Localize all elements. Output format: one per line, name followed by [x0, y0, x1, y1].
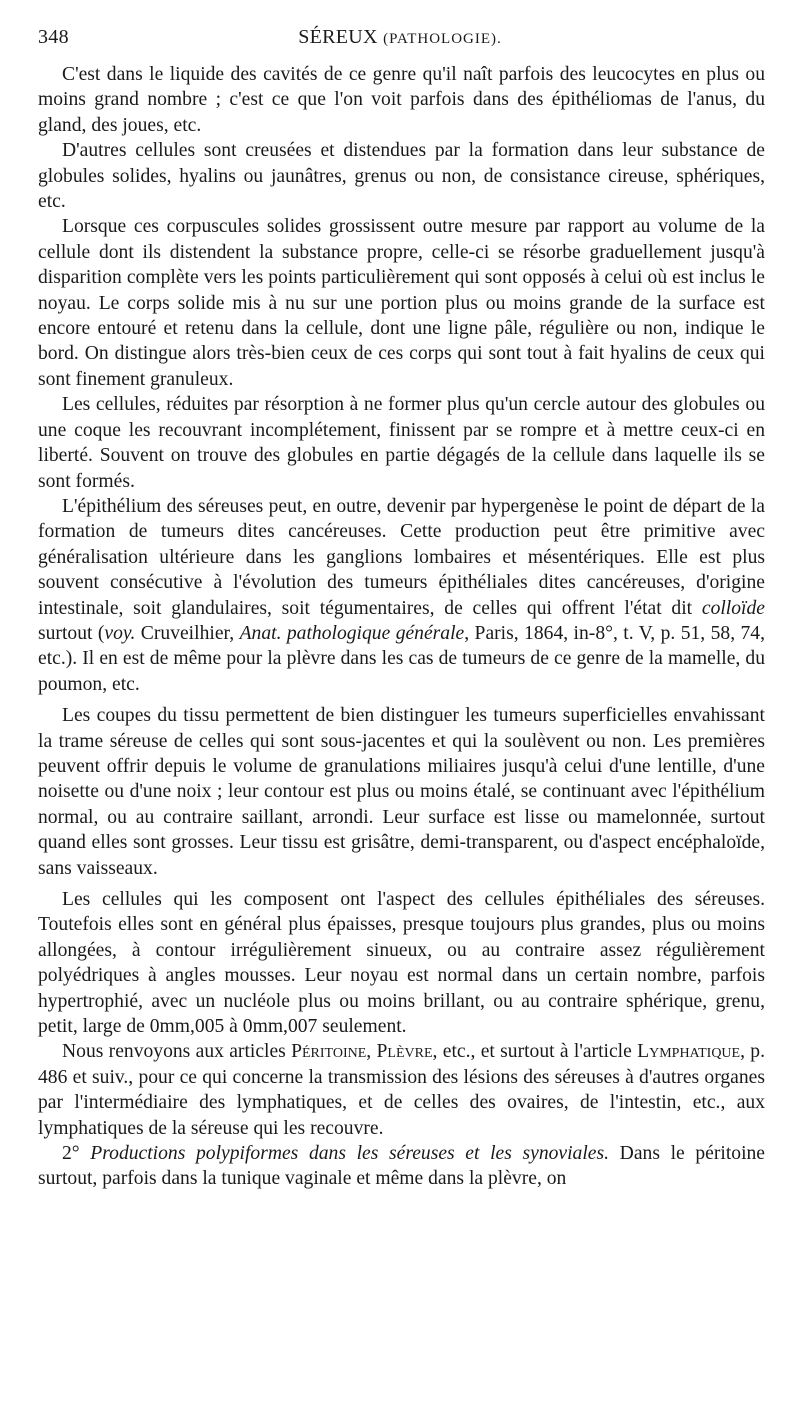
paragraph-globules: D'autres cellules sont creusées et distendues par la formation dans leur substance de globules solides, hyalins ou jaunâtres, grenus ou non, de consistance cireuse, sphériques, etc. — [38, 140, 765, 213]
paragraph-cellules-reduites: Les cellules, réduites par résorption à ne former plus qu'un cercle autour des globules ou une coque les recouvrant incomplétement, finissent par se rompre et à mettre ceux-ci en liberté. Souvent on trouve des globules en partie dégagés de la cellule dans laquelle ils se sont formés. — [38, 394, 765, 492]
running-head — [38, 26, 762, 56]
citation-title: Anat. pathologique générale — [239, 622, 465, 644]
section-heading: Productions polypiformes dans les séreuses et les synoviales. — [90, 1143, 610, 1165]
cross-reference: Lymphatique — [637, 1041, 741, 1063]
paragraph-productions-polypiformes: 2° Productions polypiformes dans les séreuses et les synoviales. Dans le péritoine surtout, parfois dans la tunique vaginale et même dans la plèvre, on — [38, 1143, 766, 1190]
running-title-subtitle: (PATHOLOGIE). — [383, 31, 502, 47]
paragraph-epithelium-tumeurs: L'épithélium des séreuses peut, en outre, devenir par hypergenèse le point de départ de la formation de tumeurs dites cancéreuses. Cette production peut être primitive avec généralisation ultérieure dans les ganglions lombaires et mésentériques. Elle est plus souvent consécutive à l'évolution des tumeurs épithéliales dites cancéreuses, d'origine intestinale, soit glandulaires, soit tégumentaires, de celles qui offrent l'état dit colloïde surtout (voy. Cruveilhier, Anat. pathologique générale, Paris, 1864, in-8°, t. V, p. 51, 58, 74, etc.). Il en est de même pour la plèvre dans les cas de tumeurs de ce genre de la mamelle, du poumon, etc. — [38, 495, 765, 695]
body-text — [38, 62, 765, 1192]
paragraph-coupes: Les coupes du tissu permettent de bien distinguer les tumeurs superficielles envahissant la trame séreuse de celles qui sont sous-jacentes et qui la soulèvent ou non. Les premières peuvent offrir depuis le volume de granulations miliaires jusqu'à celui d'une lentille, d'une noisette ou d'une noix ; leur contour est plus ou moins étalé, se continuant avec l'épithélium normal, ou au contraire saillant, arrondi. Leur surface est lisse ou mamelonnée, surtout quand elles sont grosses. Leur tissu est grisâtre, demi-transparent, ou d'aspect encéphaloïde, sans vaisseaux. — [38, 705, 765, 879]
paragraph-cellules-composent: Les cellules qui les composent ont l'aspect des cellules épithéliales des séreuses. Toutefois elles sont en général plus épaisses, presque toujours plus grandes, plus ou moins allongées, à contour irrégulièrement sinueux, ou au contraire assez régulièrement polyédriques à angles mousses. Leur noyau est normal dans un certain nombre, parfois hypertrophié, avec un nucléole plus ou moins brillant, ou au contraire sphérique, grenu, petit, large de 0mm,005 à 0mm,007 seulement. — [38, 889, 765, 1038]
paragraph-leucocytes: C'est dans le liquide des cavités de ce genre qu'il naît parfois des leucocytes en plus ou moins grand nombre ; c'est ce que l'on voit parfois dans des épithéliomas de l'anus, du gland, des joues, etc. — [38, 64, 765, 136]
running-title-main: SÉREUX — [298, 26, 378, 48]
section-number: 2° — [62, 1143, 91, 1165]
cross-reference: Plèvre — [376, 1041, 433, 1063]
cross-reference: Péritoine — [291, 1041, 367, 1063]
paragraph-renvois: Nous renvoyons aux articles Péritoine, Plèvre, etc., et surtout à l'article Lymphatique, p. 486 et suiv., pour ce qui concerne la transmission des lésions des séreuses à d'autres organes par l'intermédiaire des lymphatiques, et de celles des ovaires, de l'intestin, etc., aux lymphatiques de la séreuse qui les recouvre. — [38, 1041, 765, 1139]
page-number: 348 — [38, 26, 69, 48]
running-title — [38, 26, 762, 49]
paragraph-corpuscules: Lorsque ces corpuscules solides grossissent outre mesure par rapport au volume de la cellule dont ils distendent la substance propre, celle-ci se résorbe graduellement jusqu'à disparition complète vers les points particulièrement qui sont opposés à celui où est inclus le noyau. Le corps solide mis à nu sur une portion plus ou moins grande de la surface est encore entouré et retenu dans la cellule, dont une ligne pâle, régulière ou non, indique le bord. On distingue alors très-bien ceux de ces corps qui sont tout à fait hyalins de ceux qui sont finement granuleux. — [38, 216, 765, 390]
